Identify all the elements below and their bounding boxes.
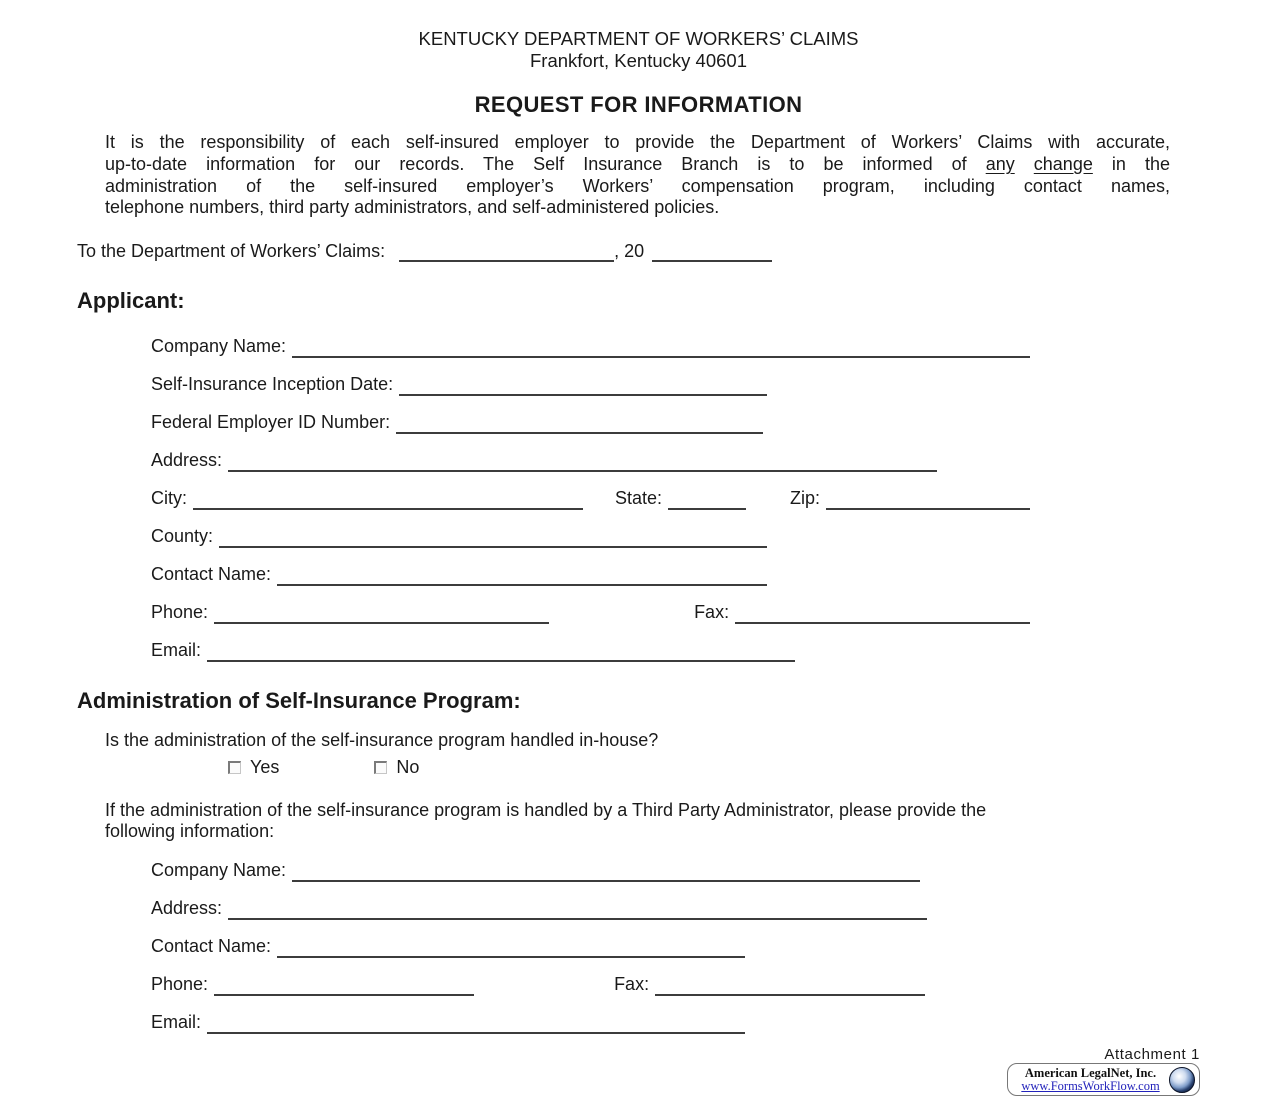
- form-title: REQUEST FOR INFORMATION: [474, 92, 803, 117]
- inhouse-options: [228, 757, 1200, 778]
- tpa-email-line[interactable]: [207, 1014, 745, 1034]
- address-row: [151, 448, 937, 472]
- intro-line-3: administration of the self-insured employer’s Workers’ compensation program, including contact names,: [105, 175, 1170, 196]
- zip-label: Zip:: [790, 488, 821, 509]
- no-checkbox[interactable]: [374, 761, 387, 774]
- intro-line-1: It is the responsibility of each self-insured employer to provide the Department of Workers’ Claims with accurate,: [105, 132, 1170, 152]
- intro-line2-sep: [1015, 154, 1034, 174]
- inception-date-line[interactable]: [399, 376, 767, 396]
- county-line[interactable]: [219, 528, 767, 548]
- vendor-name: American LegalNet, Inc.: [1024, 1065, 1157, 1080]
- phone-fax-row: [151, 600, 1030, 624]
- tpa-contact-name-row: [151, 934, 745, 958]
- tpa-company-name-row: [151, 858, 920, 882]
- county-label: County:: [151, 526, 214, 547]
- intro-line-4: telephone numbers, third party administrators, and self-administered policies.: [105, 197, 720, 218]
- inception-date-row: [151, 372, 767, 396]
- tpa-company-name-line[interactable]: [292, 862, 920, 882]
- tpa-phone-line[interactable]: [214, 976, 474, 996]
- fein-line[interactable]: [396, 414, 763, 434]
- tpa-contact-name-line[interactable]: [277, 938, 745, 958]
- yes-label: Yes: [250, 757, 280, 778]
- email-row: [151, 638, 795, 662]
- fax-line[interactable]: [735, 604, 1030, 624]
- attachment-label: Attachment 1: [1104, 1046, 1200, 1063]
- tpa-fax-label: Fax:: [614, 974, 650, 995]
- intro-paragraph: [105, 132, 1170, 219]
- email-line[interactable]: [207, 642, 795, 662]
- contact-name-label: Contact Name:: [151, 564, 272, 585]
- address-line[interactable]: [228, 452, 937, 472]
- city-label: City:: [151, 488, 187, 509]
- org-address: Frankfort, Kentucky 40601: [530, 50, 747, 71]
- county-row: [151, 524, 767, 548]
- intro-line2-pre: up-to-date information for our records. The Self Insurance Branch is to be informed of: [105, 153, 986, 174]
- tpa-phone-label: Phone:: [151, 974, 209, 995]
- company-name-label: Company Name:: [151, 336, 287, 357]
- tpa-email-row: [151, 1010, 745, 1034]
- tpa-address-line[interactable]: [228, 900, 927, 920]
- inception-date-label: Self-Insurance Inception Date:: [151, 374, 394, 395]
- tpa-fields: [151, 858, 1200, 1034]
- tpa-email-label: Email:: [151, 1012, 202, 1033]
- globe-logo-icon: [1169, 1067, 1195, 1093]
- tpa-address-label: Address:: [151, 898, 223, 919]
- tpa-instruction-line-2: following information:: [105, 821, 275, 842]
- vendor-link[interactable]: www.FormsWorkFlow.com: [1021, 1078, 1160, 1093]
- date-year-prefix: , 20: [614, 241, 645, 262]
- intro-line-2: [105, 154, 1170, 176]
- yes-checkbox[interactable]: [228, 761, 241, 774]
- tpa-fax-line[interactable]: [655, 976, 925, 996]
- applicant-heading: Applicant:: [77, 288, 185, 314]
- state-label: State:: [615, 488, 663, 509]
- date-month-day-line[interactable]: [399, 242, 614, 262]
- city-line[interactable]: [193, 490, 583, 510]
- no-label: No: [396, 757, 420, 778]
- phone-line[interactable]: [214, 604, 549, 624]
- fein-row: [151, 410, 763, 434]
- inhouse-question: Is the administration of the self-insurance program handled in-house?: [105, 730, 659, 751]
- tpa-contact-name-label: Contact Name:: [151, 936, 272, 957]
- date-year-line[interactable]: [652, 242, 772, 262]
- zip-line[interactable]: [826, 490, 1030, 510]
- intro-underlined-any: any: [985, 153, 1015, 174]
- tpa-instruction-line-1: If the administration of the self-insurance program is handled by a Third Party Administrator, please provide the: [105, 800, 987, 821]
- tpa-instruction: [105, 800, 1165, 842]
- org-name: KENTUCKY DEPARTMENT OF WORKERS’ CLAIMS: [418, 28, 859, 49]
- tpa-company-name-label: Company Name:: [151, 860, 287, 881]
- tpa-phone-fax-row: [151, 972, 925, 996]
- company-name-row: [151, 334, 1030, 358]
- inhouse-yes-option[interactable]: [228, 757, 279, 778]
- phone-label: Phone:: [151, 602, 209, 623]
- date-line-label: To the Department of Workers’ Claims:: [77, 241, 386, 262]
- applicant-fields: [151, 334, 1200, 662]
- administration-heading: Administration of Self-Insurance Program:: [77, 688, 521, 714]
- contact-name-line[interactable]: [277, 566, 767, 586]
- vendor-stamp: [1007, 1063, 1200, 1096]
- city-state-zip-row: [151, 486, 1030, 510]
- intro-underlined-change: change: [1033, 153, 1093, 174]
- inhouse-no-option[interactable]: [374, 757, 419, 778]
- contact-name-row: [151, 562, 767, 586]
- vendor-text: [1016, 1067, 1165, 1093]
- fax-label: Fax:: [694, 602, 730, 623]
- company-name-line[interactable]: [292, 338, 1030, 358]
- fein-label: Federal Employer ID Number:: [151, 412, 391, 433]
- tpa-address-row: [151, 896, 927, 920]
- form-header: [77, 28, 1200, 72]
- address-label: Address:: [151, 450, 223, 471]
- intro-line2-post: in the: [1092, 153, 1170, 174]
- date-line: [77, 241, 1200, 262]
- state-line[interactable]: [668, 490, 746, 510]
- email-label: Email:: [151, 640, 202, 661]
